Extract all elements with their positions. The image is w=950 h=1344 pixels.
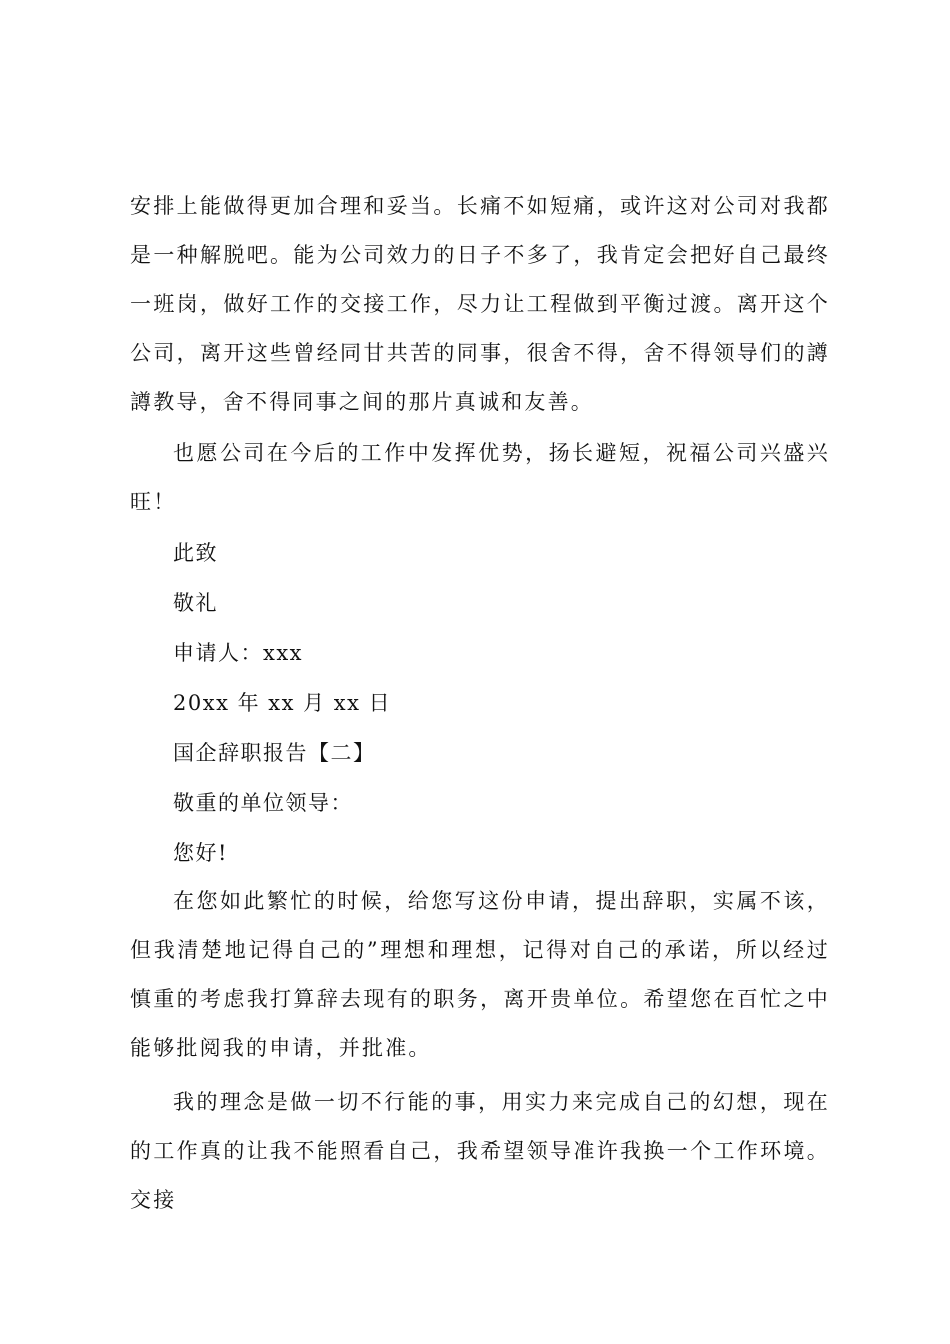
closing-line-2: 敬礼 bbox=[173, 591, 218, 615]
applicant-line: 申请人：xxx bbox=[173, 641, 304, 665]
closing-line-1: 此致 bbox=[173, 541, 218, 565]
body-paragraph-4: 我的理念是做一切不行能的事，用实力来完成自己的幻想，现在的工作真的让我不能照看自己，我希望领导准许我换一个工作环境。交接 bbox=[130, 1090, 830, 1212]
section-title: 国企辞职报告【二】 bbox=[173, 741, 376, 765]
greeting: 您好! bbox=[173, 841, 228, 865]
salutation: 敬重的单位领导： bbox=[173, 791, 353, 815]
body-paragraph-2: 也愿公司在今后的工作中发挥优势，扬长避短，祝福公司兴盛兴旺！ bbox=[130, 441, 830, 514]
date-line: 20xx 年 xx 月 xx 日 bbox=[173, 691, 392, 715]
body-paragraph-3: 在您如此繁忙的时候，给您写这份申请，提出辞职，实属不该，但我清楚地记得自己的”理想和理想，记得对自己的承诺，所以经过慎重的考虑我打算辞去现有的职务，离开贵单位。希望您在百忙之中能够批阅我的申请，并批准。 bbox=[130, 889, 830, 1060]
body-paragraph-1: 安排上能做得更加合理和妥当。长痛不如短痛，或许这对公司对我都是一种解脱吧。能为公司效力的日子不多了，我肯定会把好自己最终一班岗，做好工作的交接工作，尽力让工程做到平衡过渡。离开这个公司，离开这些曾经同甘共苦的同事，很舍不得，舍不得领导们的譐譐教导，舍不得同事之间的那片真诚和友善。 bbox=[130, 194, 830, 414]
